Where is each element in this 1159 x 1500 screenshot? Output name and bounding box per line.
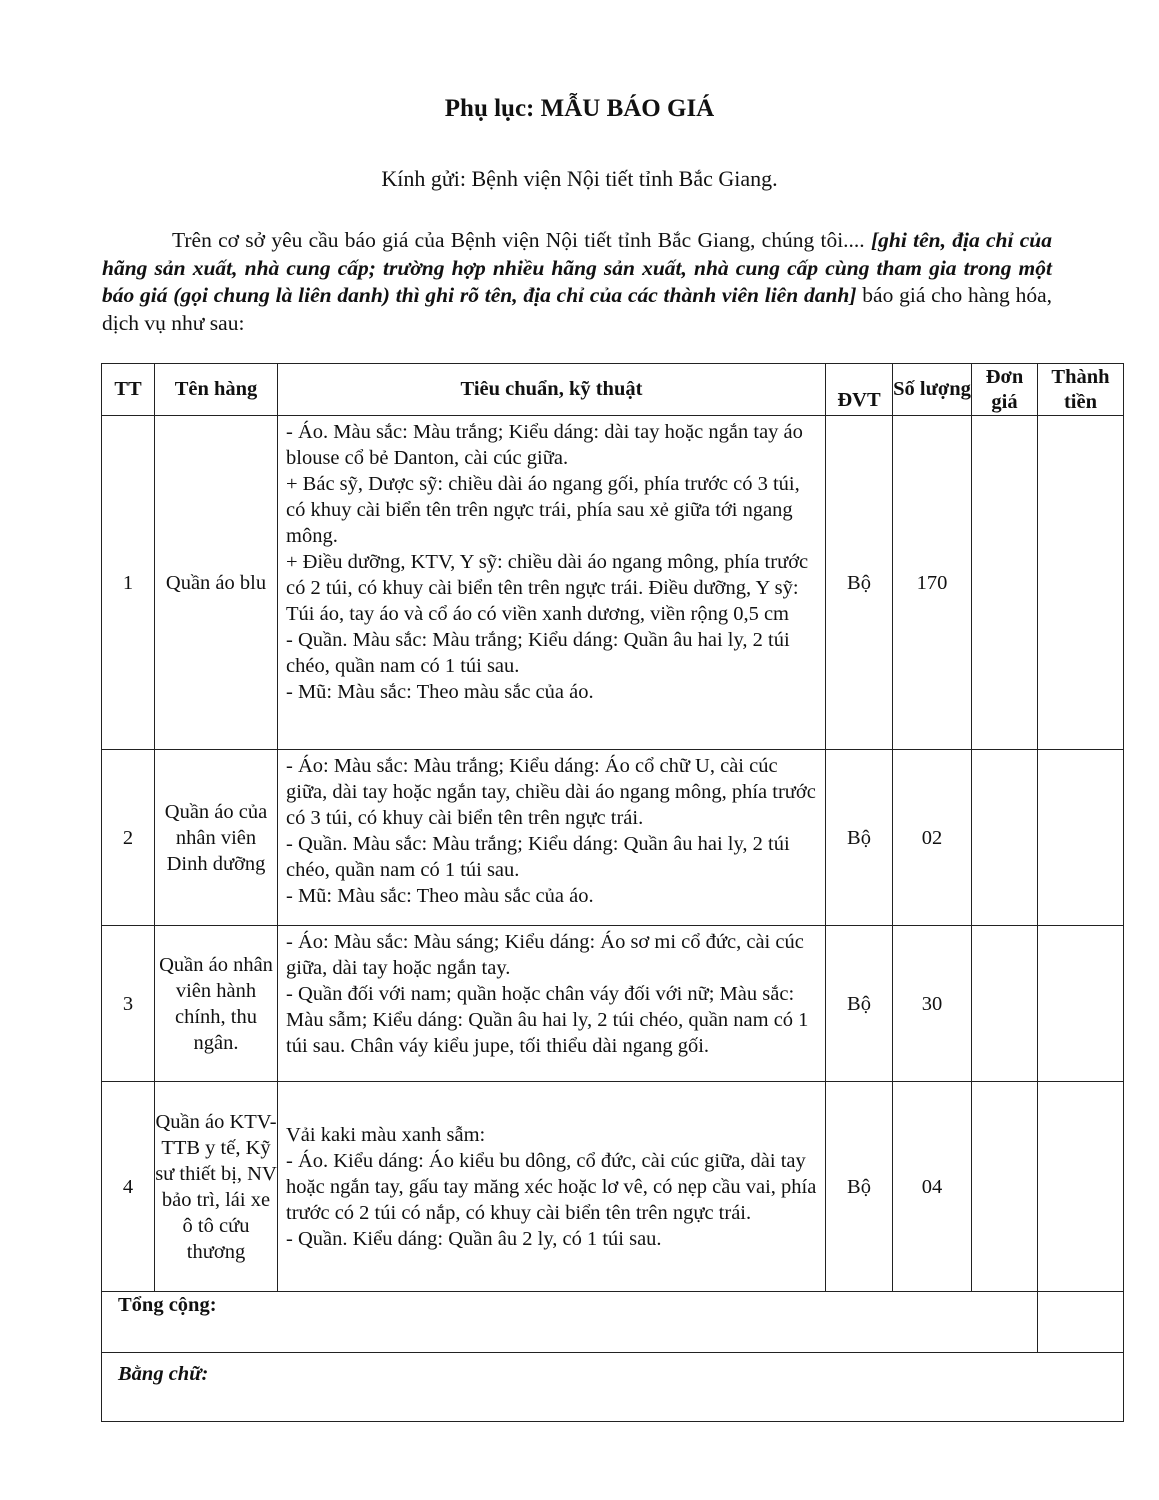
words-row	[102, 1353, 1124, 1422]
intro-paragraph	[102, 227, 1052, 337]
total-label: Tổng cộng:	[102, 1292, 1038, 1353]
row-total	[1038, 1082, 1124, 1292]
row-name: Quần áo nhân viên hành chính, thu ngân.	[155, 926, 278, 1082]
row-name: Quần áo blu	[155, 416, 278, 750]
row-qty: 30	[893, 926, 972, 1082]
row-unit: Bộ	[826, 926, 893, 1082]
row-tt: 1	[102, 416, 155, 750]
row-spec	[278, 416, 826, 750]
page-title: Phụ lục: MẪU BÁO GIÁ	[444, 95, 715, 122]
header-tt: TT	[102, 364, 155, 416]
header-price: Đơn giá	[972, 364, 1038, 416]
row-spec	[278, 750, 826, 926]
recipient-line: Kính gửi: Bệnh viện Nội tiết tỉnh Bắc Giang.	[381, 166, 778, 191]
row-tt: 4	[102, 1082, 155, 1292]
table-row	[102, 1082, 1124, 1292]
quote-table	[101, 363, 1124, 1422]
row-spec-text: - Áo. Màu sắc: Màu trắng; Kiểu dáng: dài tay hoặc ngắn tay áo blouse cổ bẻ Danton, cài cúc giữa. + Bác sỹ, Dược sỹ: chiều dài áo ngang gối, phía trước có 3 túi, có khuy cài biển tên trên ngực trái, phía sau xẻ giữa tới ngang mông. + Điều dưỡng, KTV, Y sỹ: chiều dài áo ngang mông, phía trước có 2 túi, có khuy cài biển tên trên ngực trái. Điều dưỡng, Y sỹ: Túi áo, tay áo và cổ áo có viền xanh dương, viền rộng 0,5 cm - Quần. Màu sắc: Màu trắng; Kiểu dáng: Quần âu hai ly, 2 túi chéo, quần nam có 1 túi sau. - Mũ: Màu sắc: Theo màu sắc của áo.	[286, 421, 809, 703]
row-unit: Bộ	[826, 416, 893, 750]
row-unit: Bộ	[826, 1082, 893, 1292]
row-price	[972, 750, 1038, 926]
intro-tail: báo giá cho hàng hóa, dịch vụ như sau:	[102, 283, 1052, 335]
table-header-row	[102, 364, 1124, 416]
table-row	[102, 416, 1124, 750]
total-value	[1038, 1292, 1124, 1353]
row-spec	[278, 1082, 826, 1292]
header-name: Tên hàng	[155, 364, 278, 416]
row-total	[1038, 926, 1124, 1082]
row-price	[972, 416, 1038, 750]
intro-lead: Trên cơ sở yêu cầu báo giá của Bệnh viện Nội tiết tỉnh Bắc Giang, chúng tôi....	[172, 228, 871, 252]
row-spec	[278, 926, 826, 1082]
row-qty: 170	[893, 416, 972, 750]
header-spec: Tiêu chuẩn, kỹ thuật	[278, 364, 826, 416]
row-name: Quần áo của nhân viên Dinh dưỡng	[155, 750, 278, 926]
words-label: Bằng chữ:	[102, 1353, 1124, 1422]
intro-instruction: [ghi tên, địa chỉ của hãng sản xuất, nhà cung cấp; trường hợp nhiều hãng sản xuất, nhà cung cấp cùng tham gia trong một báo giá (gọi chung là liên danh) thì ghi rõ tên, địa chỉ của các thành viên liên danh]	[102, 228, 1052, 307]
total-row	[102, 1292, 1124, 1353]
row-spec-text: Vải kaki màu xanh sẫm: - Áo. Kiểu dáng: Áo kiểu bu dông, cổ đức, cài cúc giữa, dài tay hoặc ngắn tay, gấu tay măng xéc hoặc lơ vê, có nẹp cầu vai, phía trước có 2 túi có nắp, có khuy cài biển tên trên ngực trái. - Quần. Kiểu dáng: Quần âu 2 ly, có 1 túi sau.	[286, 1123, 817, 1250]
row-unit: Bộ	[826, 750, 893, 926]
row-price	[972, 1082, 1038, 1292]
row-tt: 3	[102, 926, 155, 1082]
row-total	[1038, 750, 1124, 926]
table-row	[102, 926, 1124, 1082]
row-price	[972, 926, 1038, 1082]
row-name: Quần áo KTV-TTB y tế, Kỹ sư thiết bị, NV bảo trì, lái xe ô tô cứu thương	[155, 1082, 278, 1292]
row-qty: 04	[893, 1082, 972, 1292]
row-spec-text: - Áo: Màu sắc: Màu trắng; Kiểu dáng: Áo cổ chữ U, cài cúc giữa, dài tay hoặc ngắn tay, chiều dài áo ngang mông, phía trước có 3 túi, có khuy cài biển tên trên ngực trái. - Quần. Màu sắc: Màu trắng; Kiểu dáng: Quần âu hai ly, 2 túi chéo, quần nam có 1 túi sau. - Mũ: Màu sắc: Theo màu sắc của áo.	[286, 755, 816, 907]
table-row	[102, 750, 1124, 926]
row-total	[1038, 416, 1124, 750]
header-total: Thành tiền	[1038, 364, 1124, 416]
header-unit: ĐVT	[826, 364, 893, 416]
row-tt: 2	[102, 750, 155, 926]
row-spec-text: - Áo: Màu sắc: Màu sáng; Kiểu dáng: Áo sơ mi cổ đức, cài cúc giữa, dài tay hoặc ngắn tay. - Quần đối với nam; quần hoặc chân váy đối với nữ; Màu sắc: Màu sẫm; Kiểu dáng: Quần âu hai ly, 2 túi chéo, quần nam có 1 túi sau. Chân váy kiểu jupe, tối thiểu dài ngang gối.	[286, 931, 809, 1057]
row-qty: 02	[893, 750, 972, 926]
header-qty: Số lượng	[893, 364, 972, 416]
